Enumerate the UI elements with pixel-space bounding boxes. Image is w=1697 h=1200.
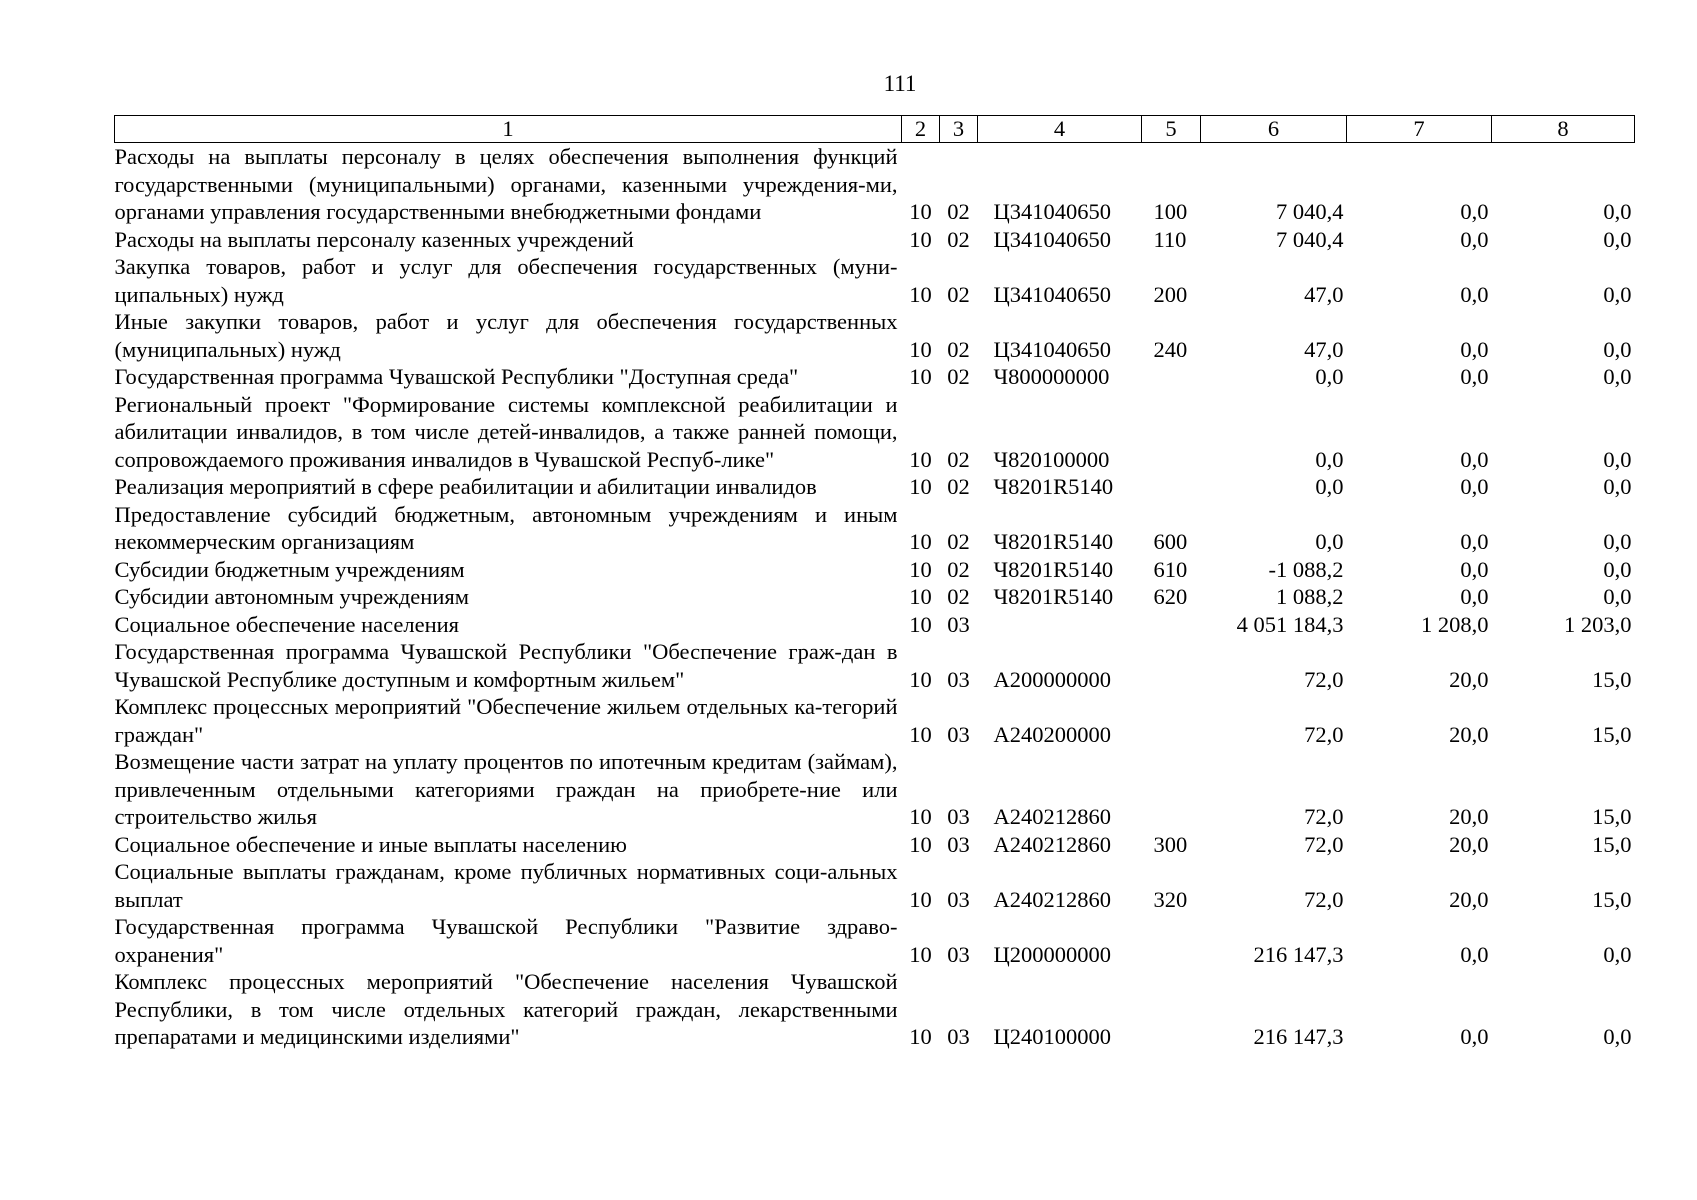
column-header: 3 bbox=[940, 116, 978, 143]
amount-year2-cell: 20,0 bbox=[1449, 666, 1489, 692]
expense-type-cell bbox=[1142, 391, 1201, 474]
expense-type-cell bbox=[1142, 913, 1201, 968]
table-row bbox=[115, 473, 1635, 501]
amount-year2-cell: 20,0 bbox=[1449, 721, 1489, 747]
subsection-code-cell: 02 bbox=[947, 529, 970, 554]
expense-type-cell: 610 bbox=[1153, 556, 1188, 582]
column-header: 8 bbox=[1492, 116, 1635, 143]
amount-year3-cell: 0,0 bbox=[1603, 226, 1632, 252]
amount-year1-cell: 0,0 bbox=[1315, 529, 1344, 554]
target-article-cell bbox=[978, 611, 1142, 639]
subsection-code-cell: 02 bbox=[947, 364, 970, 389]
section-code-cell: 10 bbox=[909, 474, 932, 499]
section-code-cell: 10 bbox=[909, 941, 932, 967]
section-code-cell: 10 bbox=[909, 804, 932, 829]
expense-type-cell: 100 bbox=[1153, 199, 1188, 224]
row-name-cell: Субсидии автономным учреждениям bbox=[114, 584, 469, 609]
amount-year3-cell: 15,0 bbox=[1592, 886, 1632, 912]
amount-year2-cell: 1 208,0 bbox=[1421, 611, 1489, 637]
column-header: 4 bbox=[978, 116, 1142, 143]
amount-year2-cell: 20,0 bbox=[1449, 886, 1489, 912]
amount-year3-cell: 0,0 bbox=[1603, 364, 1632, 389]
expense-type-cell bbox=[1142, 968, 1201, 1051]
amount-year1-cell: 7 040,4 bbox=[1276, 226, 1344, 252]
section-code-cell: 10 bbox=[909, 446, 932, 472]
subsection-code-cell: 02 bbox=[947, 226, 970, 252]
table-row bbox=[115, 638, 1635, 693]
section-code-cell: 10 bbox=[909, 556, 932, 582]
subsection-code-cell: 03 bbox=[947, 1024, 970, 1049]
table-row bbox=[115, 143, 1635, 226]
target-article-cell: Ч820100000 bbox=[993, 446, 1110, 472]
column-header: 2 bbox=[902, 116, 940, 143]
amount-year2-cell: 0,0 bbox=[1460, 941, 1489, 967]
target-article-cell: Ч8201R5140 bbox=[993, 529, 1114, 554]
amount-year2-cell: 0,0 bbox=[1460, 364, 1489, 389]
amount-year1-cell: 47,0 bbox=[1304, 336, 1344, 362]
target-article-cell: Ц240100000 bbox=[993, 1024, 1111, 1049]
amount-year3-cell: 15,0 bbox=[1592, 804, 1632, 829]
table-row bbox=[115, 831, 1635, 859]
target-article-cell: А200000000 bbox=[993, 666, 1111, 692]
section-code-cell: 10 bbox=[909, 199, 932, 224]
target-article-cell: А240200000 bbox=[993, 721, 1111, 747]
section-code-cell: 10 bbox=[909, 281, 932, 307]
expense-type-cell: 110 bbox=[1153, 226, 1187, 252]
table-header-row bbox=[115, 116, 1635, 143]
amount-year3-cell: 0,0 bbox=[1603, 474, 1632, 499]
expense-type-cell bbox=[1142, 638, 1201, 693]
table-row bbox=[115, 913, 1635, 968]
subsection-code-cell: 02 bbox=[947, 474, 970, 499]
row-name-cell: Расходы на выплаты персоналу в целях обеспечения выполнения функций государственными (муниципальными) органами, казенными учреждения-ми, органами управления государственными внебюджетными фондами bbox=[114, 144, 898, 224]
subsection-code-cell: 02 bbox=[947, 281, 970, 307]
row-name-cell: Возмещение части затрат на уплату процентов по ипотечным кредитам (займам), привлеченным отдельными категориями граждан на приобрете-ние или строительство жилья bbox=[114, 749, 898, 829]
subsection-code-cell: 03 bbox=[947, 611, 970, 637]
amount-year2-cell: 0,0 bbox=[1460, 199, 1489, 224]
row-name-cell: Государственная программа Чувашской Республики "Развитие здраво-охранения" bbox=[114, 914, 898, 967]
row-name-cell: Социальные выплаты гражданам, кроме публичных нормативных соци-альных выплат bbox=[114, 859, 898, 912]
table-row bbox=[115, 693, 1635, 748]
target-article-cell: А240212860 bbox=[993, 804, 1111, 829]
amount-year1-cell: 47,0 bbox=[1304, 281, 1344, 307]
amount-year3-cell: 0,0 bbox=[1603, 529, 1632, 554]
section-code-cell: 10 bbox=[909, 584, 932, 609]
table-row bbox=[115, 583, 1635, 611]
expense-type-cell bbox=[1142, 693, 1201, 748]
amount-year1-cell: 72,0 bbox=[1304, 721, 1344, 747]
target-article-cell: А240212860 bbox=[993, 886, 1111, 912]
table-row bbox=[115, 363, 1635, 391]
amount-year1-cell: 216 147,3 bbox=[1253, 1024, 1344, 1049]
table-body bbox=[115, 143, 1635, 1051]
amount-year2-cell: 0,0 bbox=[1460, 1024, 1489, 1049]
subsection-code-cell: 02 bbox=[947, 556, 970, 582]
amount-year1-cell: 0,0 bbox=[1315, 446, 1344, 472]
expense-type-cell bbox=[1142, 748, 1201, 831]
amount-year2-cell: 20,0 bbox=[1449, 804, 1489, 829]
amount-year3-cell: 0,0 bbox=[1603, 199, 1632, 224]
row-name-cell: Социальное обеспечение населения bbox=[114, 611, 460, 637]
column-header: 5 bbox=[1142, 116, 1201, 143]
amount-year1-cell: 72,0 bbox=[1304, 666, 1344, 692]
amount-year2-cell: 0,0 bbox=[1460, 281, 1489, 307]
section-code-cell: 10 bbox=[909, 721, 932, 747]
subsection-code-cell: 03 bbox=[947, 666, 970, 692]
row-name-cell: Реализация мероприятий в сфере реабилитации и абилитации инвалидов bbox=[114, 474, 817, 499]
amount-year3-cell: 0,0 bbox=[1603, 941, 1632, 967]
row-name-cell: Государственная программа Чувашской Республики "Обеспечение граж-дан в Чувашской Республике доступным и комфортным жильем" bbox=[114, 639, 898, 692]
row-name-cell: Субсидии бюджетным учреждениям bbox=[114, 556, 465, 582]
expense-type-cell: 200 bbox=[1153, 281, 1188, 307]
subsection-code-cell: 03 bbox=[947, 721, 970, 747]
page-number: 111 bbox=[883, 71, 917, 96]
amount-year3-cell: 0,0 bbox=[1603, 556, 1632, 582]
table-row bbox=[115, 391, 1635, 474]
amount-year3-cell: 15,0 bbox=[1592, 666, 1632, 692]
amount-year3-cell: 0,0 bbox=[1603, 336, 1632, 362]
section-code-cell: 10 bbox=[909, 529, 932, 554]
target-article-cell: Ч8201R5140 bbox=[993, 584, 1114, 609]
amount-year1-cell: 1 088,2 bbox=[1276, 584, 1344, 609]
amount-year2-cell: 0,0 bbox=[1460, 584, 1489, 609]
section-code-cell: 10 bbox=[909, 611, 932, 637]
subsection-code-cell: 02 bbox=[947, 199, 970, 224]
section-code-cell: 10 bbox=[909, 226, 932, 252]
amount-year3-cell: 0,0 bbox=[1603, 584, 1632, 609]
section-code-cell: 10 bbox=[909, 831, 932, 857]
section-code-cell: 10 bbox=[909, 336, 932, 362]
expense-type-cell: 600 bbox=[1153, 529, 1188, 554]
subsection-code-cell: 03 bbox=[947, 831, 970, 857]
target-article-cell: Ц341040650 bbox=[993, 226, 1111, 252]
amount-year1-cell: 72,0 bbox=[1304, 831, 1344, 857]
section-code-cell: 10 bbox=[909, 886, 932, 912]
row-name-cell: Государственная программа Чувашской Республики "Доступная среда" bbox=[114, 364, 799, 389]
amount-year1-cell: 0,0 bbox=[1315, 364, 1344, 389]
amount-year1-cell: 7 040,4 bbox=[1276, 199, 1344, 224]
table-row bbox=[115, 253, 1635, 308]
amount-year3-cell: 15,0 bbox=[1592, 721, 1632, 747]
target-article-cell: Ц341040650 bbox=[993, 336, 1111, 362]
amount-year2-cell: 0,0 bbox=[1460, 556, 1489, 582]
amount-year1-cell: 4 051 184,3 bbox=[1236, 611, 1344, 637]
subsection-code-cell: 02 bbox=[947, 446, 970, 472]
target-article-cell: А240212860 bbox=[993, 831, 1111, 857]
table-row bbox=[115, 858, 1635, 913]
subsection-code-cell: 03 bbox=[947, 886, 970, 912]
amount-year2-cell: 0,0 bbox=[1460, 226, 1489, 252]
column-header: 6 bbox=[1201, 116, 1347, 143]
amount-year3-cell: 1 203,0 bbox=[1564, 611, 1632, 637]
subsection-code-cell: 03 bbox=[947, 941, 970, 967]
section-code-cell: 10 bbox=[909, 1024, 932, 1049]
amount-year2-cell: 0,0 bbox=[1460, 474, 1489, 499]
target-article-cell: Ч8201R5140 bbox=[993, 556, 1114, 582]
row-name-cell: Закупка товаров, работ и услуг для обеспечения государственных (муни-ципальных) нужд bbox=[114, 254, 898, 307]
amount-year3-cell: 0,0 bbox=[1603, 1024, 1632, 1049]
amount-year3-cell: 0,0 bbox=[1603, 446, 1632, 472]
expense-type-cell bbox=[1142, 611, 1201, 639]
subsection-code-cell: 02 bbox=[947, 584, 970, 609]
table-row bbox=[115, 748, 1635, 831]
row-name-cell: Социальное обеспечение и иные выплаты населению bbox=[114, 831, 627, 857]
amount-year3-cell: 15,0 bbox=[1592, 831, 1632, 857]
budget-table bbox=[114, 115, 1635, 1051]
amount-year3-cell: 0,0 bbox=[1603, 281, 1632, 307]
table-row bbox=[115, 556, 1635, 584]
row-name-cell: Предоставление субсидий бюджетным, автономным учреждениям и иным некоммерческим организациям bbox=[114, 501, 898, 554]
column-header: 7 bbox=[1347, 116, 1492, 143]
expense-type-cell bbox=[1142, 473, 1201, 501]
amount-year1-cell: 72,0 bbox=[1304, 886, 1344, 912]
section-code-cell: 10 bbox=[909, 364, 932, 389]
expense-type-cell: 320 bbox=[1153, 886, 1188, 912]
amount-year1-cell: 216 147,3 bbox=[1253, 941, 1344, 967]
table-row bbox=[115, 501, 1635, 556]
expense-type-cell: 240 bbox=[1153, 336, 1188, 362]
table-row bbox=[115, 968, 1635, 1051]
table-row bbox=[115, 308, 1635, 363]
row-name-cell: Комплекс процессных мероприятий "Обеспечение населения Чувашской Республики, в том числе отдельных категорий граждан, лекарственными препаратами и медицинскими изделиями" bbox=[114, 969, 898, 1049]
target-article-cell: Ч800000000 bbox=[993, 364, 1110, 389]
expense-type-cell: 620 bbox=[1153, 584, 1188, 609]
row-name-cell: Расходы на выплаты персоналу казенных учреждений bbox=[114, 226, 634, 252]
table-row bbox=[115, 226, 1635, 254]
target-article-cell: Ц341040650 bbox=[993, 199, 1111, 224]
expense-type-cell bbox=[1142, 363, 1201, 391]
row-name-cell: Региональный проект "Формирование системы комплексной реабилитации и абилитации инвалидов, в том числе детей-инвалидов, а также ранней помощи, сопровождаемого проживания инвалидов в Чувашской Респуб-лике" bbox=[114, 391, 898, 472]
amount-year2-cell: 20,0 bbox=[1449, 831, 1489, 857]
table-row bbox=[115, 611, 1635, 639]
column-header: 1 bbox=[115, 116, 902, 143]
section-code-cell: 10 bbox=[909, 666, 932, 692]
expense-type-cell: 300 bbox=[1153, 831, 1188, 857]
target-article-cell: Ц200000000 bbox=[993, 941, 1111, 967]
row-name-cell: Иные закупки товаров, работ и услуг для обеспечения государственных (муниципальных) нужд bbox=[114, 309, 898, 362]
amount-year2-cell: 0,0 bbox=[1460, 336, 1489, 362]
target-article-cell: Ц341040650 bbox=[993, 281, 1111, 307]
amount-year1-cell: 72,0 bbox=[1304, 804, 1344, 829]
subsection-code-cell: 02 bbox=[947, 336, 970, 362]
amount-year2-cell: 0,0 bbox=[1460, 529, 1489, 554]
target-article-cell: Ч8201R5140 bbox=[993, 474, 1114, 499]
amount-year2-cell: 0,0 bbox=[1460, 446, 1489, 472]
amount-year1-cell: -1 088,2 bbox=[1268, 556, 1344, 582]
amount-year1-cell: 0,0 bbox=[1315, 474, 1344, 499]
row-name-cell: Комплекс процессных мероприятий "Обеспечение жильем отдельных ка-тегорий граждан" bbox=[114, 694, 898, 747]
subsection-code-cell: 03 bbox=[947, 804, 970, 829]
